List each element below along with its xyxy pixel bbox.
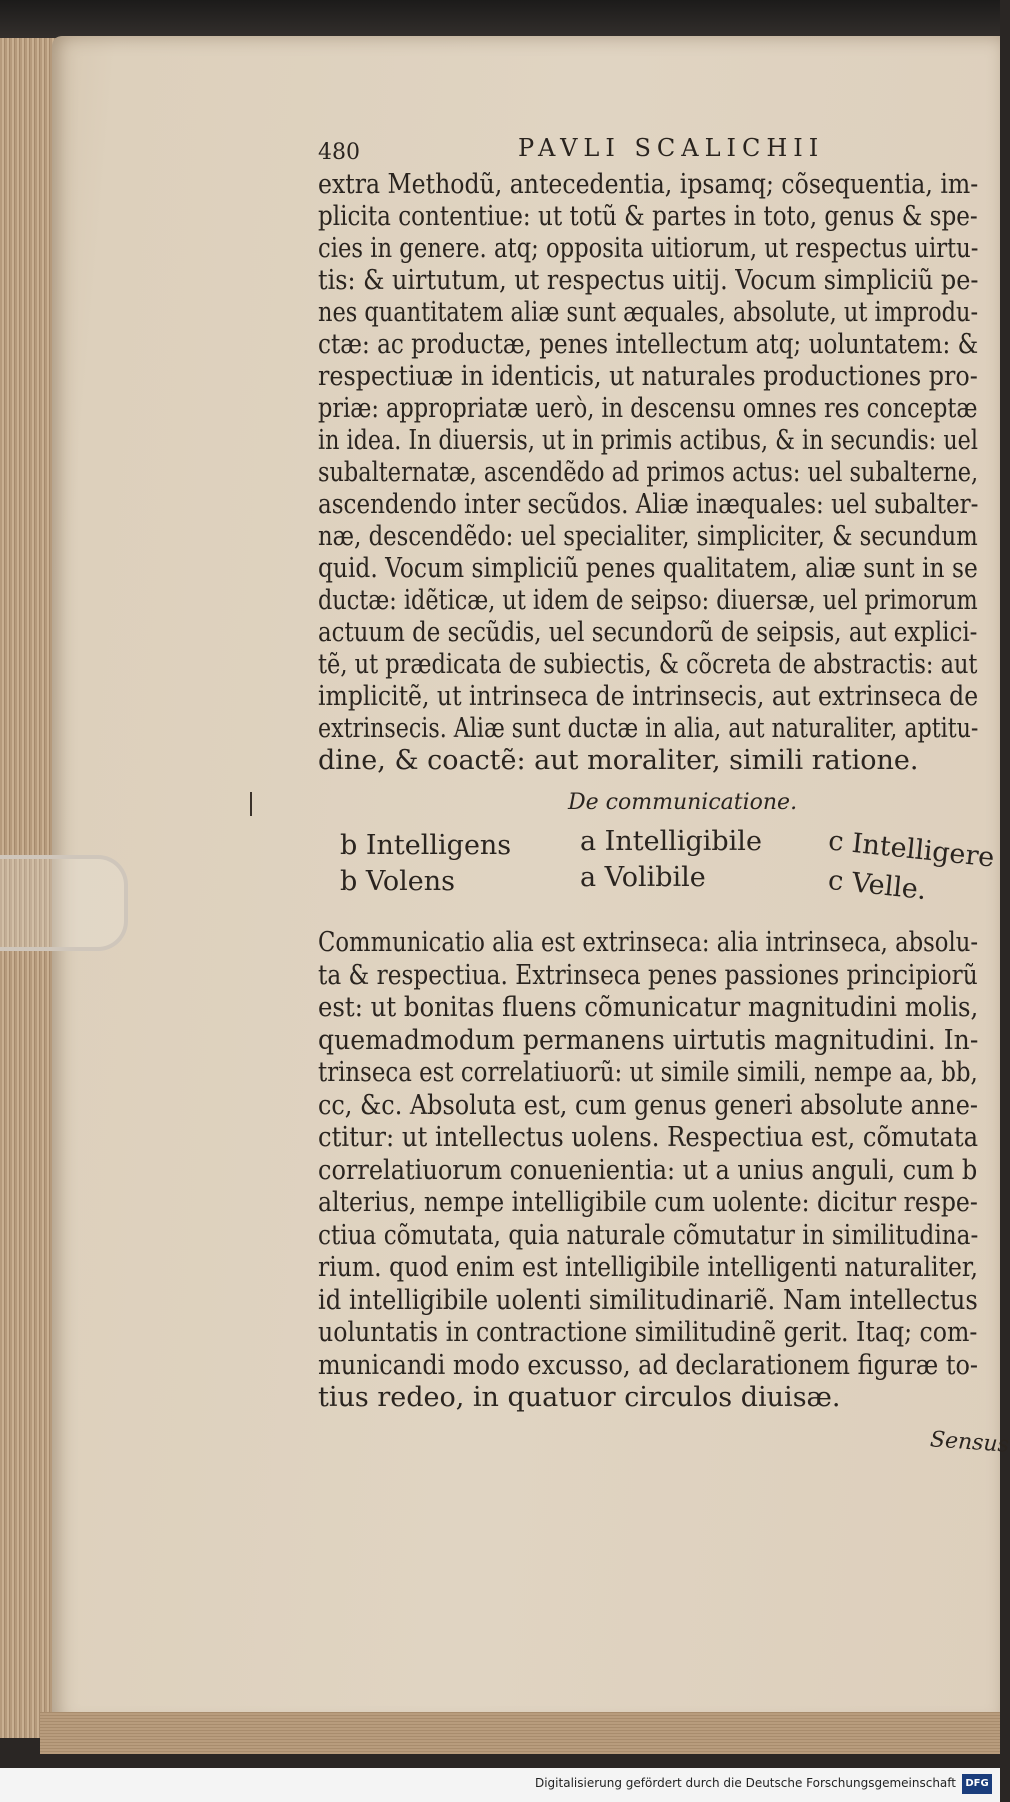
text-line: implicitẽ, ut intrinseca de intrinsecis, aut extrinseca de — [318, 681, 979, 712]
text-line: tius redeo, in quatuor circulos diuisæ. — [318, 1382, 841, 1413]
text-line: ctæ: ac productæ, penes intellectum atq; uoluntatem: & — [318, 329, 979, 360]
dfg-logo: DFG — [962, 1774, 992, 1794]
text-line: ctitur: ut intellectus uolens. Respectiua est, cõmutata — [318, 1122, 979, 1153]
text-line: uoluntatis in contractione similitudinẽ gerit. Itaq; com- — [318, 1317, 978, 1348]
text-line: Communicatio alia est extrinseca: alia intrinseca, absolu- — [318, 927, 979, 958]
running-head-title: PAVLI SCALICHII — [518, 134, 825, 162]
text-line: alterius, nempe intelligibile cum uolente: dicitur respe- — [318, 1187, 978, 1218]
text-line: actuum de secũdis, uel secundorũ de seipsis, aut explici- — [318, 617, 978, 648]
text-line: ctiua cõmutata, quia naturale cõmutatur in similitudina- — [318, 1219, 979, 1251]
table-cell: c Velle. — [826, 864, 928, 907]
page-number: 480 — [318, 140, 360, 165]
text-line: tis: & uirtutum, ut respectus uitij. Vocum simpliciũ pe- — [318, 265, 979, 296]
text-line: cc, &c. Absoluta est, cum genus generi absolute anne- — [318, 1089, 978, 1121]
text-line: extra Methodũ, antecedentia, ipsamq; cõsequentia, im- — [318, 169, 979, 200]
table-cell: a Intelligibile — [580, 826, 762, 857]
table-cell: a Volibile — [580, 862, 706, 893]
table-cell: b Volens — [340, 866, 456, 897]
text-line: in idea. In diuersis, ut in primis actibus, & in secundis: uel — [318, 425, 978, 456]
catchword: Sensus — [929, 1427, 1010, 1458]
text-line: correlatiuorum conuenientia: ut a unius anguli, cum b — [318, 1154, 978, 1186]
text-line: tẽ, ut prædicata de subiectis, & cõcreta de abstractis: aut — [318, 649, 978, 680]
bottom-page-edges — [40, 1712, 1000, 1754]
text-line: est: ut bonitas fluens cõmunicatur magnitudini molis, — [318, 992, 979, 1023]
text-line: næ, descendẽdo: uel specialiter, simpliciter, & secundum — [318, 521, 978, 552]
text-line: plicita contentiue: ut totũ & partes in toto, genus & spe- — [318, 201, 978, 232]
margin-mark — [250, 792, 252, 816]
table-cell: b Intelligens — [340, 830, 512, 861]
text-line: trinseca est correlatiuorũ: ut simile simili, nempe aa, bb, — [318, 1057, 978, 1088]
text-line: respectiuæ in identicis, ut naturales productiones pro- — [318, 361, 978, 392]
text-line: ta & respectiua. Extrinseca penes passiones principiorũ — [318, 959, 978, 991]
text-line: priæ: appropriatæ uerò, in descensu omnes res conceptæ — [318, 393, 978, 424]
text-line: id intelligibile uolenti similitudinariẽ. Nam intellectus — [318, 1284, 978, 1316]
text-line: cies in genere. atq; opposita uitiorum, ut respectus uirtu- — [318, 233, 979, 264]
table-cell: c Intelligere — [826, 825, 996, 874]
section-heading: De communicatione. — [568, 790, 798, 815]
text-line: dine, & coactẽ: aut moraliter, simili ratione. — [318, 745, 919, 776]
bookmark-clip — [0, 855, 128, 951]
communication-table — [340, 825, 996, 910]
text-line: ascendendo inter secũdos. Aliæ inæquales: uel subalter- — [318, 489, 979, 520]
text-line: quemadmodum permanens uirtutis magnitudini. In- — [318, 1024, 979, 1056]
text-line: extrinsecis. Aliæ sunt ductæ in alia, aut naturaliter, aptitu- — [318, 713, 979, 744]
text-line: quid. Vocum simpliciũ penes qualitatem, aliæ sunt in se — [318, 553, 978, 584]
text-line: subalternatæ, ascendẽdo ad primos actus: uel subalterne, — [318, 457, 979, 488]
text-line: rium. quod enim est intelligibile intelligenti naturaliter, — [318, 1252, 978, 1283]
footer-credit: Digitalisierung gefördert durch die Deutsche Forschungsgemeinschaft — [534, 1776, 956, 1790]
text-line: nes quantitatem aliæ sunt æquales, absolute, ut improdu- — [318, 297, 979, 328]
text-line: municandi modo excusso, ad declarationem figuræ to- — [318, 1349, 979, 1381]
footer — [0, 1768, 1000, 1802]
text-line: ductæ: idẽticæ, ut idem de seipso: diuersæ, uel primorum — [318, 585, 978, 616]
